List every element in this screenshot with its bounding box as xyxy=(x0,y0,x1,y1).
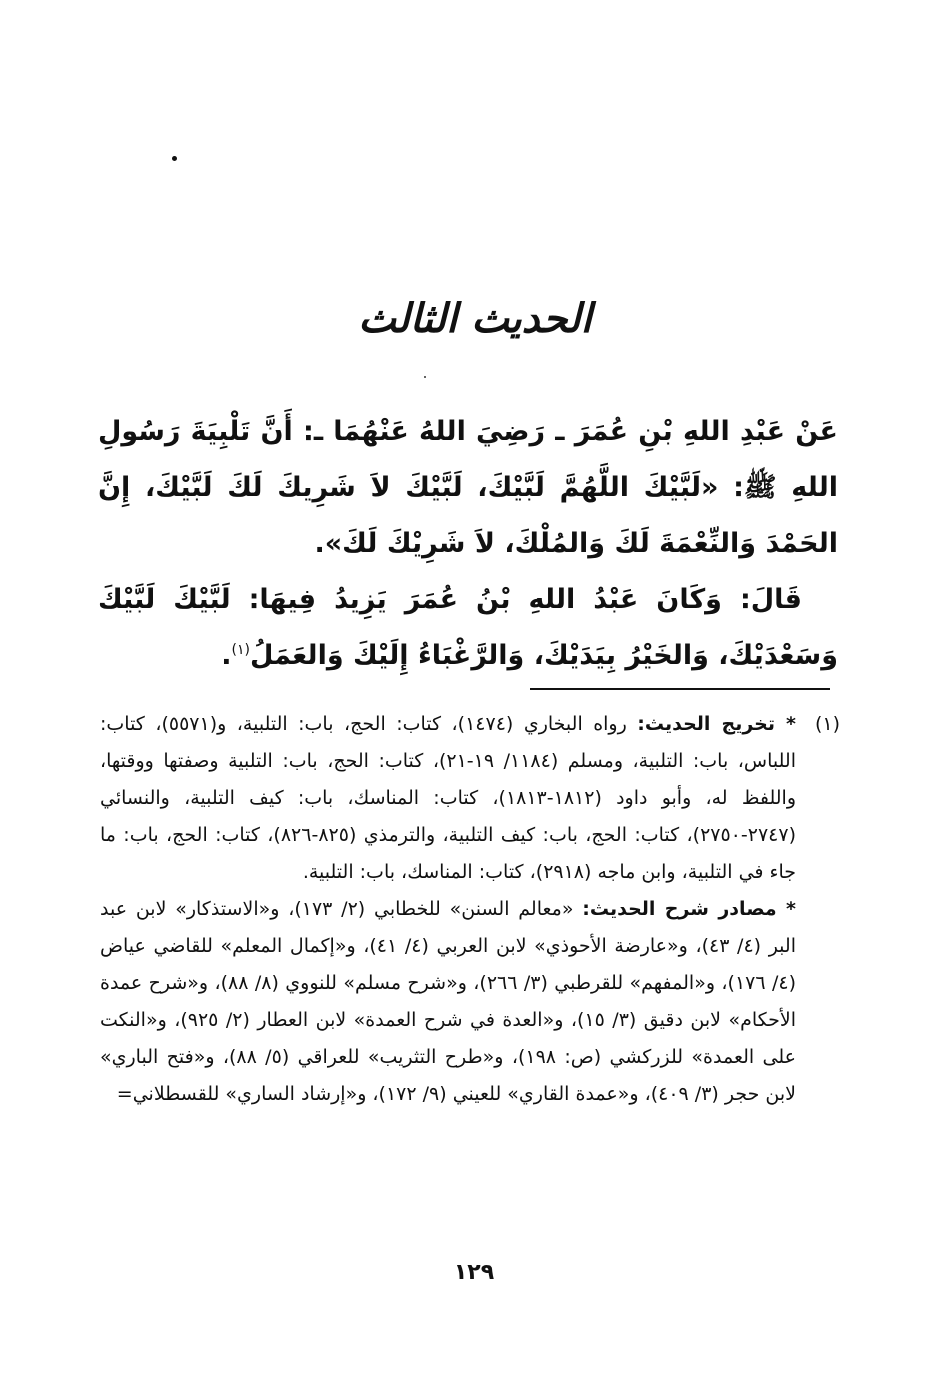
ink-speck xyxy=(424,376,426,378)
page-number: ١٢٩ xyxy=(453,1260,495,1285)
footnote-takhrij xyxy=(100,706,840,891)
takhrij-label: * تخريج الحديث: xyxy=(637,713,796,735)
footnote-number: (١) xyxy=(814,713,840,735)
footnote-reference: (١) xyxy=(231,642,250,658)
takhrij-text: رواه البخاري (١٤٧٤)، كتاب: الحج، باب: التلبية، و(٥٥٧١)، كتاب: اللباس، باب: التلبية، ومسلم (١١٨٤/ ١٩-٢١)، كتاب: الحج، باب: التلبية وصفتها ووقتها، واللفظ له، وأبو داود (١٨١٢-١٨١٣)، كتاب: المناسك، باب: كيف التلبية، والنسائي (٢٧٤٧-٢٧٥٠)، كتاب: الحج، باب: كيف التلبية، والترمذي (٨٢٥-٨٢٦)، كتاب: الحج، باب: ما جاء في التلبية، وابن ماجه (٢٩١٨)، كتاب: المناسك، باب: التلبية. xyxy=(100,713,796,883)
sources-label: * مصادر شرح الحديث: xyxy=(582,898,796,920)
hadith-paragraph-2-text: قَالَ: وَكَانَ عَبْدُ اللهِ بْنُ عُمَرَ يَزِيدُ فِيهَا: لَبَّيْكَ لَبَّيْكَ وَسَعْدَيْكَ، وَالخَيْرُ بِيَدَيْكَ، وَالرَّغْبَاءُ إِلَيْكَ وَالعَمَلُ xyxy=(98,584,838,671)
footnotes xyxy=(100,706,840,1113)
footnote-takhrij-body xyxy=(100,706,796,891)
sources-text: «معالم السنن» للخطابي (٢/ ١٧٣)، و«الاستذكار» لابن عبد البر (٤/ ٤٣)، و«عارضة الأحوذي» لابن العربي (٤/ ٤١)، و«إكمال المعلم» للقاضي عياض (٤/ ١٧٦)، و«المفهم» للقرطبي (٣/ ٢٦٦)، و«شرح مسلم» للنووي (٨/ ٨٨)، و«شرح عمدة الأحكام» لابن دقيق (٣/ ١٥)، و«العدة في شرح العمدة» لابن العطار (٢/ ٩٢٥)، و«النكت على العمدة» للزركشي (ص: ١٩٨)، و«طرح التثريب» للعراقي (٥/ ٨٨)، و«فتح الباري» لابن حجر (٣/ ٤٠٩)، و«عمدة القاري» للعيني (٩/ ١٧٢)، و«إرشاد الساري» للقسطلاني= xyxy=(100,898,797,1105)
hadith-paragraph-1: عَنْ عَبْدِ اللهِ بْنِ عُمَرَ ـ رَضِيَ اللهُ عَنْهُمَا ـ: أَنَّ تَلْبِيَةَ رَسُولِ اللهِ ﷺ: «لَبَّيْكَ اللَّهُمَّ لَبَّيْكَ، لَبَّيْكَ لاَ شَرِيكَ لَكَ لَبَّيْكَ، إِنَّ الحَمْدَ وَالنِّعْمَةَ لَكَ وَالمُلْكَ، لاَ شَرِيْكَ لَكَ». xyxy=(98,416,838,559)
chapter-heading: الحديث الثالث xyxy=(358,295,592,342)
ink-dot xyxy=(172,156,177,161)
footnote-sources xyxy=(100,891,796,1113)
footnote-separator xyxy=(530,688,830,690)
hadith-text xyxy=(98,404,838,684)
hadith-paragraph-2-end: . xyxy=(221,640,232,671)
hadith-paragraph-2 xyxy=(98,572,838,684)
